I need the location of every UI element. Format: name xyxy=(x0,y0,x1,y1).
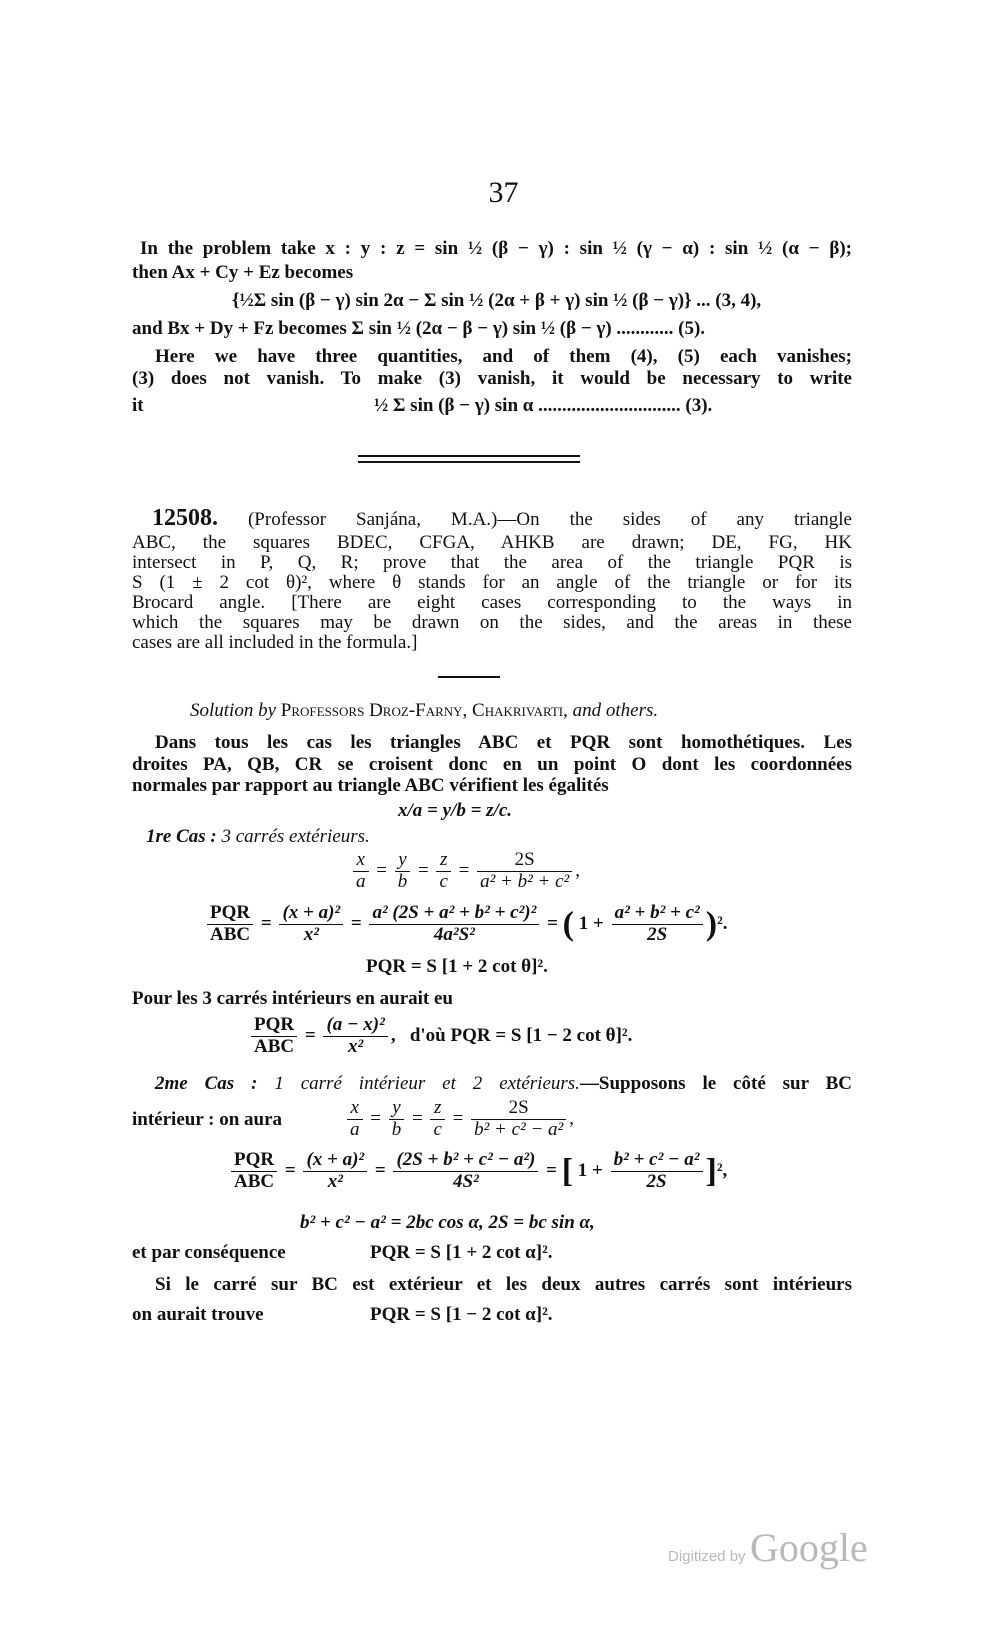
part1-line-7a: it xyxy=(132,395,144,416)
problem-line-6: which the squares may be drawn on the sides, and the areas in these xyxy=(132,612,852,633)
case2-rest: —Supposons le côté sur BC xyxy=(579,1073,852,1094)
problem-line-1 xyxy=(152,505,852,532)
digitized-watermark xyxy=(668,1524,868,1571)
case2-line-2: intérieur : on aura xyxy=(132,1109,283,1130)
eq6-d3: 2S xyxy=(646,1170,667,1192)
eq6-pqr: PQR xyxy=(231,1150,277,1172)
eq4-result: d'où PQR = S [1 − 2 cot θ]². xyxy=(409,1024,633,1046)
case1-text: 3 carrés extérieurs. xyxy=(221,826,370,847)
watermark-small: Digitized by xyxy=(668,1548,746,1565)
problem-text-1: (Professor Sanjána, M.A.)—On the sides of any triangle xyxy=(247,509,852,530)
eq6-d1: x² xyxy=(327,1170,343,1192)
part1-line-6: (3) does not vanish. To make (3) vanish, it would be necessary to write xyxy=(132,368,852,389)
solution-by-suffix: and others. xyxy=(572,700,659,721)
equation-9: PQR = S [1 − 2 cot α]². xyxy=(370,1304,553,1325)
case2-heading xyxy=(155,1073,852,1095)
problem-number: 12508. xyxy=(152,505,218,531)
solution-by-prefix: Solution by xyxy=(190,700,277,721)
interior-intro: Pour les 3 carrés intérieurs en aurait eu xyxy=(132,988,453,1009)
case1-label: 1re Cas : xyxy=(146,826,217,847)
eq2-n3: a² + b² + c² xyxy=(612,903,703,925)
eq4-abc: ABC xyxy=(254,1035,295,1057)
case2-label: 2me Cas : xyxy=(155,1073,258,1094)
eq4-num: (a − x)² xyxy=(323,1015,387,1037)
solution-para-3: normales par rapport au triangle ABC vérifient les égalités xyxy=(132,775,609,796)
eq2-n2: a² (2S + a² + b² + c²)² xyxy=(369,903,539,925)
eq6-n2: (2S + b² + c² − a²) xyxy=(393,1150,538,1172)
final-para-1: Si le carré sur BC est extérieur et les deux autres carrés sont intérieurs xyxy=(155,1274,852,1295)
final-para-2: on aurait trouve xyxy=(132,1304,264,1325)
consequence-label: et par conséquence xyxy=(132,1242,286,1263)
section-rule-bottom xyxy=(358,461,580,463)
problem-line-7: cases are all included in the formula.] xyxy=(132,632,418,653)
equation-5: $\frac{x}{a}$ = $\frac{y}{b}$ = $\frac{z}{c}$ = $\frac{2S}{\text{b² + c² − a²}}$ , xyxy=(344,1098,574,1141)
equation-7: b² + c² − a² = 2bc cos α, 2S = bc sin α, xyxy=(300,1212,595,1233)
part1-line-5: Here we have three quantities, and of them (4), (5) each vanishes; xyxy=(155,346,852,367)
page-number: 37 xyxy=(488,176,519,209)
eq2-abc: ABC xyxy=(210,923,251,945)
eq2-n1: (x + a)² xyxy=(279,903,343,925)
equation-4: $\frac{\text{PQR}}{\text{ABC}}$ = $\frac{\text{(a − x)²}}{\text{x²}}$ , d'où PQR = S [1 − 2 cot θ]². xyxy=(248,1015,632,1058)
eq5-num: 2S xyxy=(471,1098,566,1120)
solution-rule xyxy=(438,676,500,678)
eq1-num: 2S xyxy=(477,850,572,872)
solution-para-2: droites PA, QB, CR se croisent donc en un point O dont les coordonnées xyxy=(132,754,852,775)
solution-byline xyxy=(190,700,658,722)
eq1-den: a² + b² + c² xyxy=(480,870,570,892)
part1-line-2: then Ax + Cy + Ez becomes xyxy=(132,262,354,283)
section-rule-top xyxy=(358,455,580,457)
equation-6: $\frac{\text{PQR}}{\text{ABC}}$ = $\frac{\text{(x + a)²}}{\text{x²}}$ = $\frac{\text{(2S + b² + c² − a²)}}{\text{4S²}}$ = [ 1 + $\frac{\text{b² + c² − a²}}{2S}$ ]², xyxy=(228,1150,727,1193)
eq6-abc: ABC xyxy=(234,1170,275,1192)
part1-line-4: and Bx + Dy + Fz becomes Σ sin ½ (2α − β − γ) sin ½ (β − γ) ............ (5). xyxy=(132,318,706,339)
part1-line-3: {½Σ sin (β − γ) sin 2α − Σ sin ½ (2α + β + γ) sin ½ (β − γ)} ... (3, 4), xyxy=(232,290,762,311)
eq6-n3: b² + c² − a² xyxy=(611,1150,703,1172)
eq2-d1: x² xyxy=(303,923,319,945)
eq5-den: b² + c² − a² xyxy=(474,1118,564,1140)
eq6-n1: (x + a)² xyxy=(303,1150,367,1172)
part1-line-7b: ½ Σ sin (β − γ) sin α .............................. (3). xyxy=(374,395,713,416)
eq4-pqr: PQR xyxy=(251,1015,297,1037)
part1-line-1: In the problem take x : y : z = sin ½ (β − γ) : sin ½ (γ − α) : sin ½ (α − β); xyxy=(140,238,852,259)
problem-line-5: Brocard angle. [There are eight cases corresponding to the ways in xyxy=(132,592,852,613)
solution-para-1: Dans tous les cas les triangles ABC et PQR sont homothétiques. Les xyxy=(155,732,852,753)
problem-line-4: S (1 ± 2 cot θ)², where θ stands for an angle of the triangle or for its xyxy=(132,572,852,593)
eq2-d3: 2S xyxy=(647,923,668,945)
equation-xyz: x/a = y/b = z/c. xyxy=(398,800,512,821)
equation-2: $\frac{\text{PQR}}{\text{ABC}}$ = $\frac{\text{(x + a)²}}{\text{x²}}$ = $\frac{\text{a² (2S + a² + b² + c²)²}}{\text{4a²S²}}$ = ( 1 + $\frac{\text{a² + b² + c²}}{2S}$ )². xyxy=(204,903,728,946)
problem-line-3: intersect in P, Q, R; prove that the area of the triangle PQR is xyxy=(132,552,852,573)
equation-1: $\frac{x}{a}$ = $\frac{y}{b}$ = $\frac{z}{c}$ = $\frac{2S}{\text{a² + b² + c²}}$ , xyxy=(350,850,580,893)
eq6-d2: 4S² xyxy=(453,1170,479,1192)
case2-text: 1 carré intérieur et 2 extérieurs. xyxy=(274,1073,580,1094)
eq2-d2: 4a²S² xyxy=(433,923,475,945)
eq2-pqr: PQR xyxy=(207,903,253,925)
google-logo: Google xyxy=(750,1525,868,1570)
equation-8: PQR = S [1 + 2 cot α]². xyxy=(370,1242,553,1263)
equation-3: PQR = S [1 + 2 cot θ]². xyxy=(366,956,548,977)
solution-authors: Professors Droz-Farny, Chakrivarti, xyxy=(280,700,568,721)
eq4-den: x² xyxy=(348,1035,364,1057)
case1-heading xyxy=(146,826,370,848)
problem-line-2: ABC, the squares BDEC, CFGA, AHKB are drawn; DE, FG, HK xyxy=(132,532,852,553)
